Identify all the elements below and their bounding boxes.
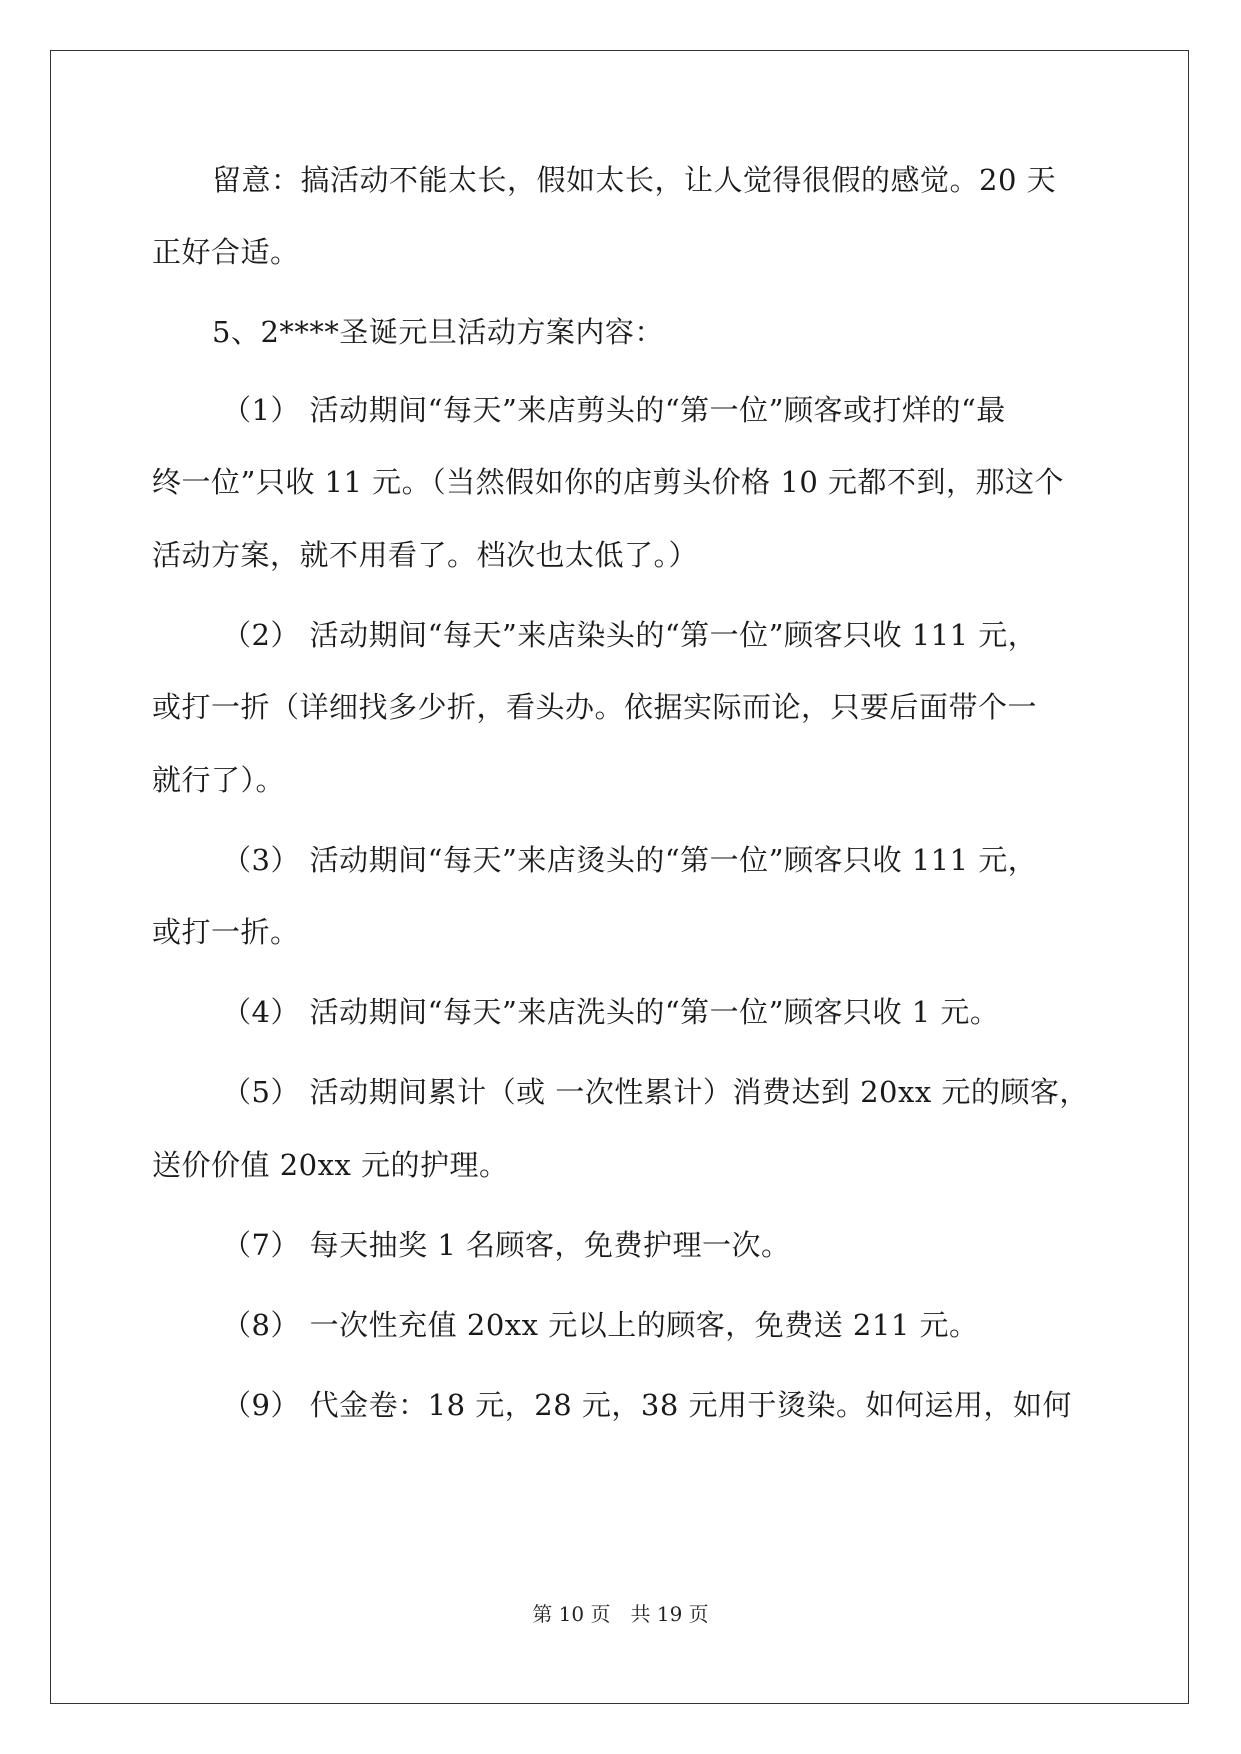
text-line: 就行了）。 bbox=[152, 763, 286, 797]
text-line: 或打一折（详细找多少折，看头办。依据实际而论，只要后面带个一 bbox=[152, 690, 1038, 724]
text-line: 5、2****圣诞元旦活动方案内容： bbox=[212, 315, 664, 349]
text-line: （5） 活动期间累计（或 一次性累计）消费达到 20xx 元的顾客， bbox=[222, 1075, 1089, 1109]
page-number-footer: 第 10 页 共 19 页 bbox=[532, 1602, 709, 1626]
text-line: （8） 一次性充值 20xx 元以上的顾客，免费送 211 元。 bbox=[222, 1308, 979, 1342]
text-line: 留意：搞活动不能太长，假如太长，让人觉得很假的感觉。20 天 bbox=[212, 163, 1057, 197]
text-line: 送价价值 20xx 元的护理。 bbox=[152, 1148, 509, 1182]
text-line: 正好合适。 bbox=[152, 235, 300, 269]
text-line: （9） 代金卷：18 元，28 元，38 元用于烫染。如何运用，如何 bbox=[222, 1388, 1073, 1422]
text-line: （3） 活动期间“每天”来店烫头的“第一位”顾客只收 111 元， bbox=[222, 843, 1038, 877]
text-line: （4） 活动期间“每天”来店洗头的“第一位”顾客只收 1 元。 bbox=[222, 995, 1000, 1029]
text-line: （7） 每天抽奖 1 名顾客，免费护理一次。 bbox=[222, 1228, 791, 1262]
text-line: 或打一折。 bbox=[152, 915, 300, 949]
text-line: （1） 活动期间“每天”来店剪头的“第一位”顾客或打烊的“最 bbox=[222, 393, 1006, 427]
text-line: （2） 活动期间“每天”来店染头的“第一位”顾客只收 111 元， bbox=[222, 618, 1038, 652]
text-line: 活动方案，就不用看了。档次也太低了。） bbox=[152, 538, 699, 572]
text-line: 终一位”只收 11 元。（当然假如你的店剪头价格 10 元都不到，那这个 bbox=[152, 465, 1065, 499]
